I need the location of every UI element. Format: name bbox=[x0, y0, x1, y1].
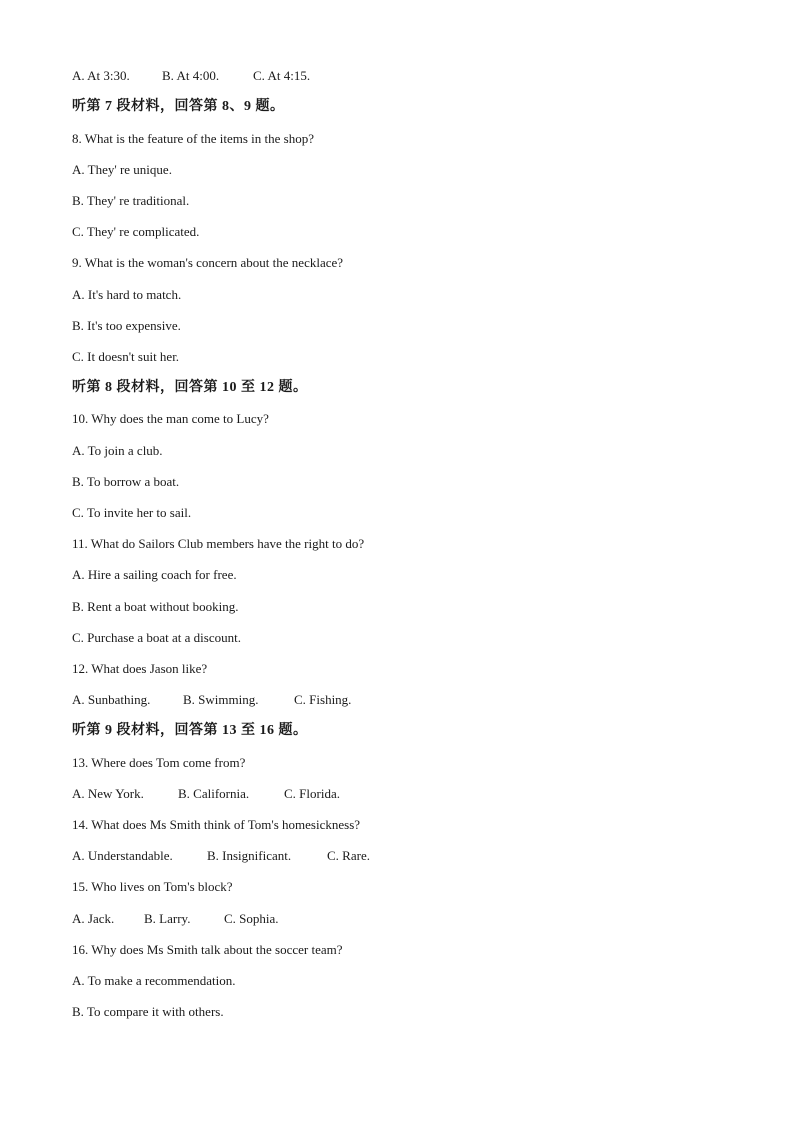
question: 13. Where does Tom come from? bbox=[72, 755, 246, 770]
answer-option: C. They' re complicated. bbox=[72, 224, 200, 239]
option-b: B. Larry. bbox=[144, 911, 191, 926]
section-heading: 听第 7 段材料，回答第 8、9 题。 bbox=[72, 99, 285, 114]
option-b: B. Insignificant. bbox=[207, 848, 292, 863]
options-row bbox=[72, 911, 279, 927]
answer-option: B. Rent a boat without booking. bbox=[72, 599, 239, 614]
section-heading: 听第 9 段材料，回答第 13 至 16 题。 bbox=[72, 723, 308, 738]
answer-option: C. Purchase a boat at a discount. bbox=[72, 630, 241, 645]
option-b: B. California. bbox=[178, 786, 250, 801]
answer-option: B. To borrow a boat. bbox=[72, 474, 180, 489]
answer-option: C. It doesn't suit her. bbox=[72, 349, 180, 364]
question: 16. Why does Ms Smith talk about the soccer team? bbox=[72, 942, 343, 957]
answer-option: B. To compare it with others. bbox=[72, 1004, 224, 1019]
option-a: A. Sunbathing. bbox=[72, 692, 151, 707]
options-row bbox=[72, 786, 340, 802]
answer-option: A. To make a recommendation. bbox=[72, 973, 236, 988]
section-heading: 听第 8 段材料，回答第 10 至 12 题。 bbox=[72, 380, 308, 395]
answer-option: B. They' re traditional. bbox=[72, 193, 190, 208]
options-row bbox=[72, 68, 310, 84]
answer-option: B. It's too expensive. bbox=[72, 318, 181, 333]
option-b: B. At 4:00. bbox=[162, 68, 220, 83]
answer-option: A. Hire a sailing coach for free. bbox=[72, 567, 237, 582]
question: 8. What is the feature of the items in the shop? bbox=[72, 131, 314, 146]
option-a: A. New York. bbox=[72, 786, 144, 801]
answer-option: A. To join a club. bbox=[72, 443, 163, 458]
option-c: C. At 4:15. bbox=[253, 68, 311, 83]
answer-option: A. It's hard to match. bbox=[72, 287, 182, 302]
answer-option: A. They' re unique. bbox=[72, 162, 172, 177]
option-c: C. Sophia. bbox=[224, 911, 279, 926]
option-a: A. Jack. bbox=[72, 911, 115, 926]
options-row bbox=[72, 692, 351, 708]
question: 10. Why does the man come to Lucy? bbox=[72, 411, 269, 426]
option-c: C. Rare. bbox=[327, 848, 370, 863]
question: 11. What do Sailors Club members have the right to do? bbox=[72, 536, 365, 551]
option-c: C. Fishing. bbox=[294, 692, 352, 707]
question: 9. What is the woman's concern about the necklace? bbox=[72, 255, 344, 270]
question: 14. What does Ms Smith think of Tom's homesickness? bbox=[72, 817, 361, 832]
question: 12. What does Jason like? bbox=[72, 661, 208, 676]
answer-option: C. To invite her to sail. bbox=[72, 505, 192, 520]
option-c: C. Florida. bbox=[284, 786, 340, 801]
option-b: B. Swimming. bbox=[183, 692, 259, 707]
options-row bbox=[72, 848, 370, 864]
question: 15. Who lives on Tom's block? bbox=[72, 879, 233, 894]
option-a: A. Understandable. bbox=[72, 848, 173, 863]
option-a: A. At 3:30. bbox=[72, 68, 130, 83]
